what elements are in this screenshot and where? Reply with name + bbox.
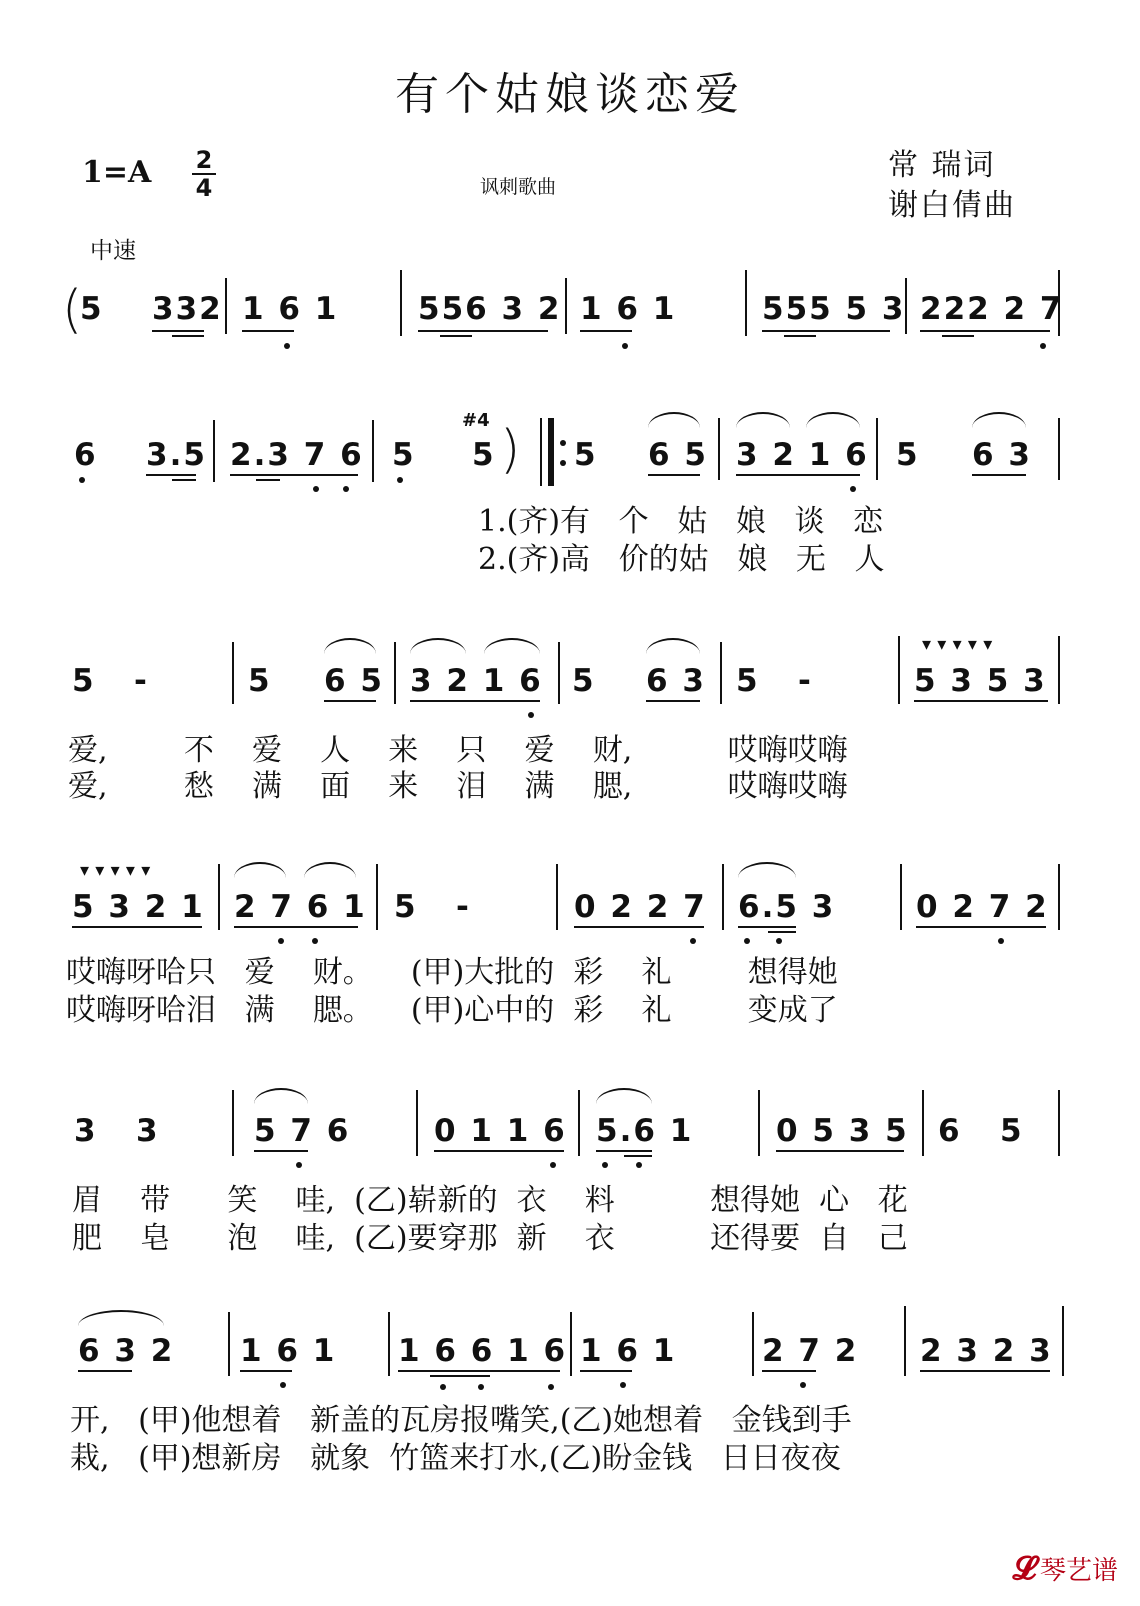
slur [234, 862, 286, 878]
low-octave-dot [343, 486, 349, 492]
underline [440, 335, 472, 337]
underline [256, 479, 280, 481]
bar-line [416, 1090, 418, 1156]
composer-credit: 谢白倩曲 [888, 188, 1016, 223]
open-paren: ( [62, 280, 83, 340]
underline [78, 1370, 132, 1372]
note-group: 5 - [394, 889, 471, 925]
note-group: 1 6 1 [580, 291, 677, 327]
underline [72, 926, 202, 928]
underline [596, 1150, 652, 1152]
low-octave-dot [79, 477, 85, 483]
bar-line [1058, 418, 1060, 480]
time-signature [192, 148, 216, 200]
low-octave-dot [548, 1384, 554, 1390]
underline [580, 1370, 632, 1372]
bar-line [570, 1312, 572, 1376]
note-group: 5 [472, 437, 496, 473]
note-group: 2.3 7 6 [230, 437, 364, 473]
bar-line [718, 418, 720, 480]
underline [434, 1150, 564, 1152]
song-title: 有个姑娘谈恋爱 [395, 69, 745, 120]
underline [254, 1150, 308, 1152]
lyric-verse-2: 哎嗨呀哈泪 满 腮。 (甲)心中的 彩 礼 变成了 [66, 993, 838, 1028]
bar-line [758, 1090, 760, 1156]
low-octave-dot [280, 1382, 286, 1388]
bar-line [1062, 1306, 1064, 1376]
bar-line [376, 864, 378, 930]
low-octave-dot [550, 1162, 556, 1168]
low-octave-dot [284, 343, 290, 349]
note-group: 6 3 2 [78, 1333, 175, 1369]
lyric-verse-2: 爱, 愁 满 面 来 泪 满 腮, 哎嗨哎嗨 [68, 769, 848, 804]
note-group: 1 6 6 1 6 [398, 1333, 568, 1369]
note-group: 0 2 7 2 [916, 889, 1049, 925]
slur [484, 638, 540, 654]
bar-line [540, 418, 542, 486]
note-group: 6 3 [972, 437, 1032, 473]
note-group: 222 2 7 [920, 291, 1064, 327]
underline [574, 926, 704, 928]
note-group: 332 [152, 291, 223, 327]
repeat-dot [560, 440, 566, 446]
low-octave-dot [690, 938, 696, 944]
bar-line [1058, 864, 1060, 930]
low-octave-dot [776, 938, 782, 944]
slur [736, 412, 790, 428]
underline [624, 1155, 652, 1157]
underline [920, 1370, 1050, 1372]
tempo-marking: 中速 [90, 238, 136, 264]
key-signature: 1=A [82, 155, 152, 190]
low-octave-dot [478, 1384, 484, 1390]
low-octave-dot [440, 1384, 446, 1390]
bar-line [400, 270, 402, 336]
underline [580, 330, 632, 332]
close-paren: ) [500, 420, 521, 480]
lyric-verse-1: 爱, 不 爱 人 来 只 爱 财, 哎嗨哎嗨 [68, 733, 848, 768]
staccato-marks: ▾ ▾ ▾ ▾ ▾ [922, 634, 993, 655]
genre-label: 讽刺歌曲 [480, 176, 557, 198]
underline [410, 700, 540, 702]
bar-line [720, 642, 722, 704]
low-octave-dot [636, 1162, 642, 1168]
note-group: 6.5 3 [738, 889, 836, 925]
low-octave-dot [397, 477, 403, 483]
note-group: 5 - [72, 663, 149, 699]
note-group: 5 3 2 1 [72, 889, 205, 925]
note-group: 1 6 1 [242, 291, 339, 327]
bar-line [900, 864, 902, 930]
slur [972, 412, 1026, 428]
underline [736, 474, 860, 476]
underline [242, 330, 294, 332]
underline [648, 474, 700, 476]
bar-line [1058, 636, 1060, 704]
bar-line [225, 278, 227, 334]
underline [240, 1370, 292, 1372]
note-group: 2 3 2 3 [920, 1333, 1053, 1369]
bar-line [922, 1090, 924, 1156]
note-group: 3.5 [146, 437, 207, 473]
lyric-verse-1: 开, (甲)他想着 新盖的瓦房报嘴笑,(乙)她想着 金钱到手 [70, 1403, 852, 1438]
note-group: 2 7 6 1 [234, 889, 367, 925]
slur [304, 862, 356, 878]
underline [234, 926, 358, 928]
note-group: 6 3 [646, 663, 706, 699]
lyricist-credit: 常 瑞词 [888, 148, 996, 183]
note-group: 3 2 1 6 [410, 663, 543, 699]
note-group: 556 3 2 [418, 291, 562, 327]
bar-line [372, 420, 374, 482]
underline [942, 335, 974, 337]
bar-line [558, 642, 560, 704]
bar-line [213, 420, 215, 482]
slur [646, 638, 700, 654]
bar-line [1058, 1090, 1060, 1156]
logo-icon: 𝓛 [1012, 1549, 1036, 1587]
note-group: 5 [574, 437, 598, 473]
underline [784, 335, 816, 337]
underline [398, 1370, 560, 1372]
bar-line [722, 864, 724, 930]
slur [254, 1088, 308, 1104]
bar-line [898, 636, 900, 704]
underline [914, 700, 1048, 702]
slur [806, 412, 860, 428]
low-octave-dot [744, 938, 750, 944]
low-octave-dot [528, 712, 534, 718]
lyric-verse-1: 哎嗨呀哈只 爱 财。 (甲)大批的 彩 礼 想得她 [66, 955, 838, 990]
lyric-verse-1: 眉 带 笑 哇, (乙)崭新的 衣 料 想得她 心 花 [72, 1183, 908, 1218]
note-group: 1 6 1 [580, 1333, 677, 1369]
note-group: 0 5 3 5 [776, 1113, 909, 1149]
low-octave-dot [622, 343, 628, 349]
low-octave-dot [998, 938, 1004, 944]
bar-line [556, 864, 558, 930]
note-group: 3 3 [74, 1113, 160, 1149]
note-group: 0 1 1 6 [434, 1113, 567, 1149]
underline [646, 700, 700, 702]
low-octave-dot [800, 1382, 806, 1388]
lyric-verse-2: 2.(齐)高 价的姑 娘 无 人 [478, 542, 885, 577]
bar-line [218, 864, 220, 930]
bar-line [232, 642, 234, 704]
note-group: 5 [392, 437, 416, 473]
bar-line [876, 418, 878, 480]
underline [172, 335, 204, 337]
lyric-verse-2: 栽, (甲)想新房 就象 竹篮来打水,(乙)盼金钱 日日夜夜 [70, 1441, 841, 1476]
bar-line [394, 642, 396, 704]
bar-line [1058, 270, 1060, 336]
accidental-mark: #4 [462, 410, 490, 431]
underline [972, 474, 1026, 476]
low-octave-dot [602, 1162, 608, 1168]
note-group: 0 2 2 7 [574, 889, 707, 925]
bar-line [228, 1312, 230, 1376]
slur [648, 412, 700, 428]
note-group: 5 [80, 291, 104, 327]
underline [776, 1150, 904, 1152]
underline [324, 700, 376, 702]
slur [596, 1088, 652, 1104]
underline [418, 330, 548, 332]
underline [762, 1370, 816, 1372]
note-group: 5.6 1 [596, 1113, 694, 1149]
note-group: 5 [896, 437, 920, 473]
low-octave-dot [296, 1162, 302, 1168]
repeat-dot [560, 460, 566, 466]
bar-line [388, 1312, 390, 1376]
low-octave-dot [620, 1382, 626, 1388]
bar-line [232, 1090, 234, 1156]
note-group: 1 6 1 [240, 1333, 337, 1369]
bar-line [745, 270, 747, 336]
note-group: 5 [572, 663, 596, 699]
note-group: 6 [74, 437, 98, 473]
underline [430, 1375, 490, 1377]
note-group: 5 - [736, 663, 813, 699]
slur [324, 638, 376, 654]
low-octave-dot [1040, 343, 1046, 349]
underline [172, 479, 196, 481]
low-octave-dot [312, 938, 318, 944]
staccato-marks: ▾ ▾ ▾ ▾ ▾ [80, 860, 151, 881]
bar-line [565, 278, 567, 334]
bar-line [578, 1090, 580, 1156]
underline [768, 931, 796, 933]
note-group: 555 5 3 [762, 291, 906, 327]
slur [738, 862, 796, 878]
time-denominator: 4 [195, 174, 213, 202]
note-group: 3 2 1 6 [736, 437, 869, 473]
repeat-bar [548, 418, 554, 486]
note-group: 6 5 [648, 437, 708, 473]
note-group: 5 [248, 663, 272, 699]
low-octave-dot [278, 938, 284, 944]
time-numerator: 2 [195, 146, 213, 174]
watermark-logo: 𝓛 琴艺谱 [1012, 1549, 1118, 1587]
bar-line [905, 278, 907, 334]
underline [146, 474, 196, 476]
note-group: 6 5 [938, 1113, 1024, 1149]
lyric-verse-1: 1.(齐)有 个 姑 娘 谈 恋 [478, 504, 884, 539]
note-group: 5 7 6 [254, 1113, 351, 1149]
bar-line [904, 1306, 906, 1376]
bar-line [752, 1312, 754, 1376]
underline [920, 330, 1050, 332]
slur [78, 1310, 164, 1326]
underline [152, 330, 204, 332]
lyric-verse-2: 肥 皂 泡 哇, (乙)要穿那 新 衣 还得要 自 己 [72, 1221, 908, 1256]
note-group: 5 3 5 3 [914, 663, 1047, 699]
low-octave-dot [313, 486, 319, 492]
underline [916, 926, 1046, 928]
slur [410, 638, 466, 654]
low-octave-dot [850, 486, 856, 492]
underline [762, 330, 890, 332]
note-group: 2 7 2 [762, 1333, 859, 1369]
underline [230, 474, 358, 476]
note-group: 6 5 [324, 663, 384, 699]
underline [738, 926, 796, 928]
